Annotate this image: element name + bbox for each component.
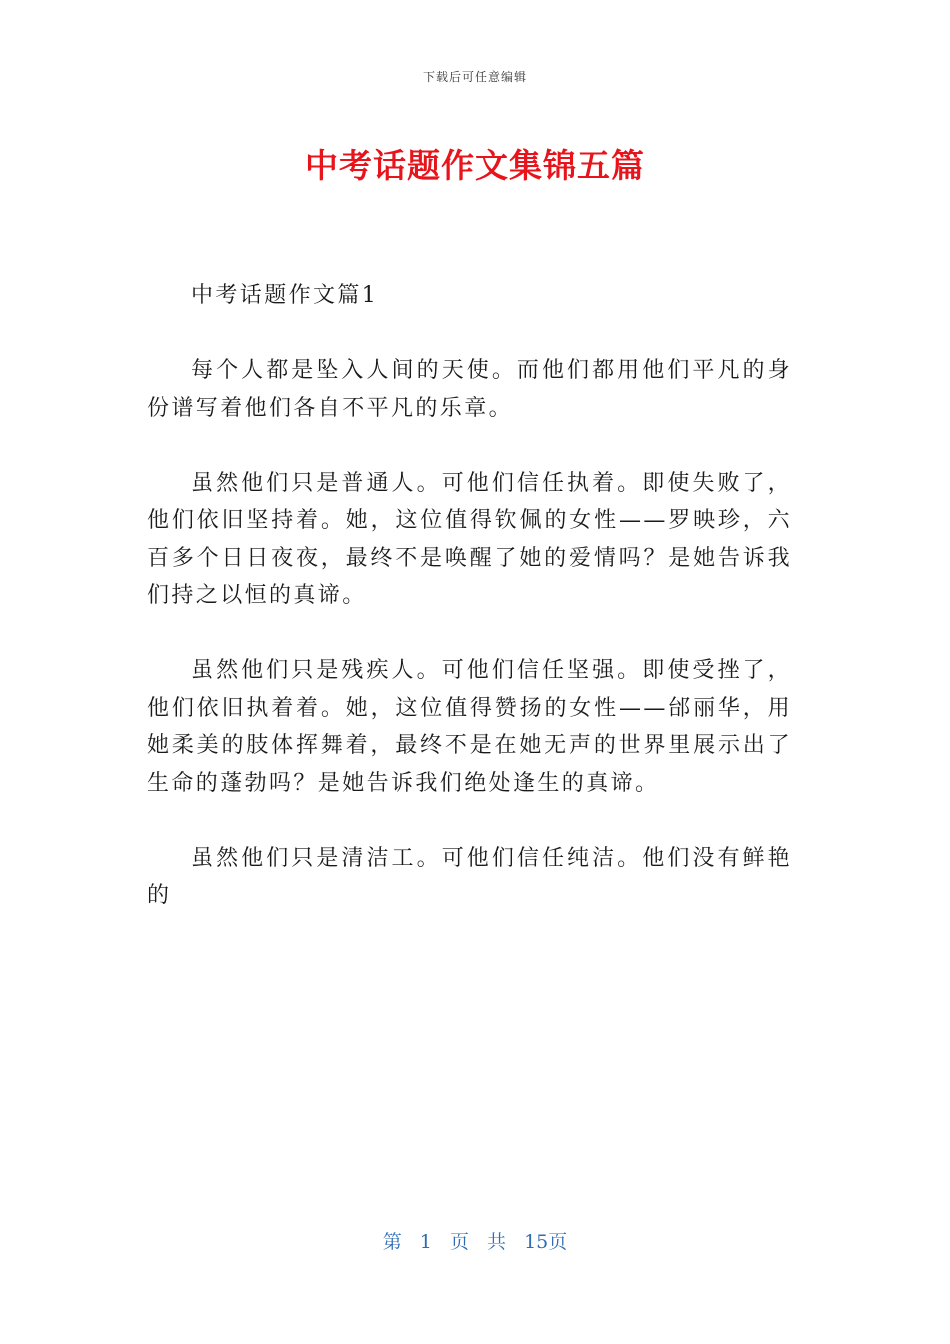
page-footer (0, 1227, 950, 1254)
paragraph: 虽然他们只是残疾人。可他们信任坚强。即使受挫了，他们依旧执着着。她，这位值得赞扬的女性——邰丽华，用她柔美的肢体挥舞着，最终不是在她无声的世界里展示出了生命的蓬勃吗？是她告诉我们绝处逢生的真谛。 (147, 658, 792, 796)
footer-label-total: 共 (487, 1231, 507, 1253)
paragraph: 虽然他们只是清洁工。可他们信任纯洁。他们没有鲜艳的 (147, 845, 792, 908)
document-title: 中考话题作文集锦五篇 (305, 146, 645, 185)
section-heading: 中考话题作文篇1 (191, 283, 379, 308)
paragraph: 每个人都是坠入人间的天使。而他们都用他们平凡的身份谱写着他们各自不平凡的乐章。 (147, 358, 792, 421)
document-body (147, 277, 792, 915)
footer-label-page: 第 (382, 1231, 402, 1253)
footer-current-page: 1 (419, 1231, 432, 1253)
header-note: 下载后可任意编辑 (422, 70, 527, 84)
footer-label-page-unit: 页 (449, 1231, 469, 1253)
paragraph: 虽然他们只是普通人。可他们信任执着。即使失败了，他们依旧坚持着。她，这位值得钦佩的女性——罗映珍，六百多个日日夜夜，最终不是唤醒了她的爱情吗？是她告诉我们持之以恒的真谛。 (147, 470, 792, 608)
footer-total-pages: 15页 (524, 1231, 568, 1253)
